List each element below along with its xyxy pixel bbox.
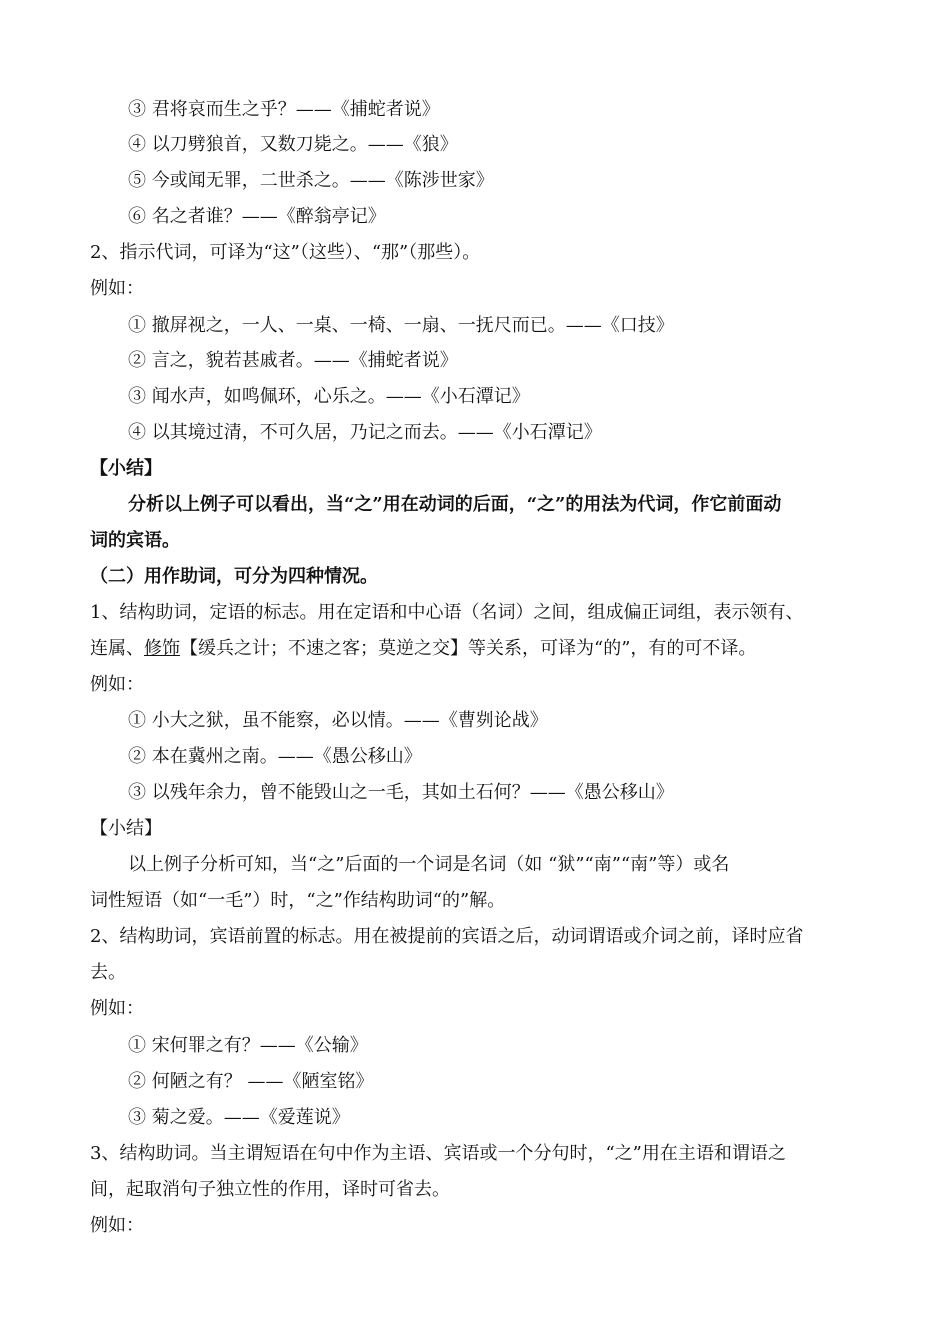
- body-line: [90, 636, 756, 662]
- body-line: 去。: [90, 962, 126, 983]
- example-line: ④ 以刀劈狼首，又数刀毙之。——《狼》: [128, 134, 458, 155]
- example-line: ② 何陋之有？ ——《陋室铭》: [128, 1071, 374, 1092]
- example-line: ② 言之，貌若甚戚者。——《捕蛇者说》: [128, 350, 458, 371]
- example-line: ① 撤屏视之，一人、一桌、一椅、一扇、一抚尺而已。——《口技》: [128, 315, 674, 336]
- summary-text: 词的宾语。: [90, 530, 180, 551]
- section-heading: 2、指示代词，可译为“这”（这些）、“那”（那些）。: [90, 242, 481, 263]
- example-label: 例如：: [90, 1215, 144, 1236]
- body-line: 间，起取消句子独立性的作用，译时可省去。: [90, 1179, 450, 1200]
- summary-text: 以上例子分析可知，当“之”后面的一个词是名词（如 “狱”“南”“南”等）或名: [128, 854, 730, 875]
- summary-label: 【小结】: [90, 818, 162, 839]
- example-line: ① 小大之狱，虽不能察，必以情。——《曹刿论战》: [128, 710, 548, 731]
- summary-label: 【小结】: [90, 458, 162, 479]
- example-line: ③ 以残年余力，曾不能毁山之一毛，其如土石何？——《愚公移山》: [128, 782, 674, 803]
- example-line: ② 本在冀州之南。——《愚公移山》: [128, 746, 422, 767]
- body-text: 【缓兵之计；不速之客；莫逆之交】等关系，可译为“的”，有的可不译。: [180, 638, 757, 659]
- example-line: ③ 菊之爱。——《爱莲说》: [128, 1107, 350, 1128]
- summary-text: 词性短语（如“一毛”）时，“之”作结构助词“的”解。: [90, 890, 506, 911]
- body-text: 连属、: [90, 638, 144, 659]
- section-heading: 3、结构助词。当主谓短语在句中作为主语、宾语或一个分句时，“之”用在主语和谓语之: [90, 1143, 786, 1164]
- example-line: ⑥ 名之者谁？——《醉翁亭记》: [128, 206, 386, 227]
- underlined-term: 修饰: [144, 638, 180, 659]
- subsection-heading: （二）用作助词，可分为四种情况。: [90, 566, 378, 587]
- example-line: ③ 君将哀而生之乎？——《捕蛇者说》: [128, 99, 440, 120]
- section-heading: 2、结构助词，宾语前置的标志。用在被提前的宾语之后，动词谓语或介词之前，译时应省: [90, 926, 804, 947]
- section-heading: 1、结构助词，定语的标志。用在定语和中心语（名词）之间，组成偏正词组，表示领有、: [90, 602, 804, 623]
- example-label: 例如：: [90, 278, 144, 299]
- summary-text: 分析以上例子可以看出，当“之”用在动词的后面，“之”的用法为代词，作它前面动: [128, 494, 782, 515]
- example-line: ③ 闻水声，如鸣佩环，心乐之。——《小石潭记》: [128, 386, 530, 407]
- example-line: ⑤ 今或闻无罪，二世杀之。——《陈涉世家》: [128, 170, 494, 191]
- example-line: ④ 以其境过清，不可久居，乃记之而去。——《小石潭记》: [128, 422, 602, 443]
- example-label: 例如：: [90, 674, 144, 695]
- example-label: 例如：: [90, 998, 144, 1019]
- example-line: ① 宋何罪之有？——《公输》: [128, 1035, 368, 1056]
